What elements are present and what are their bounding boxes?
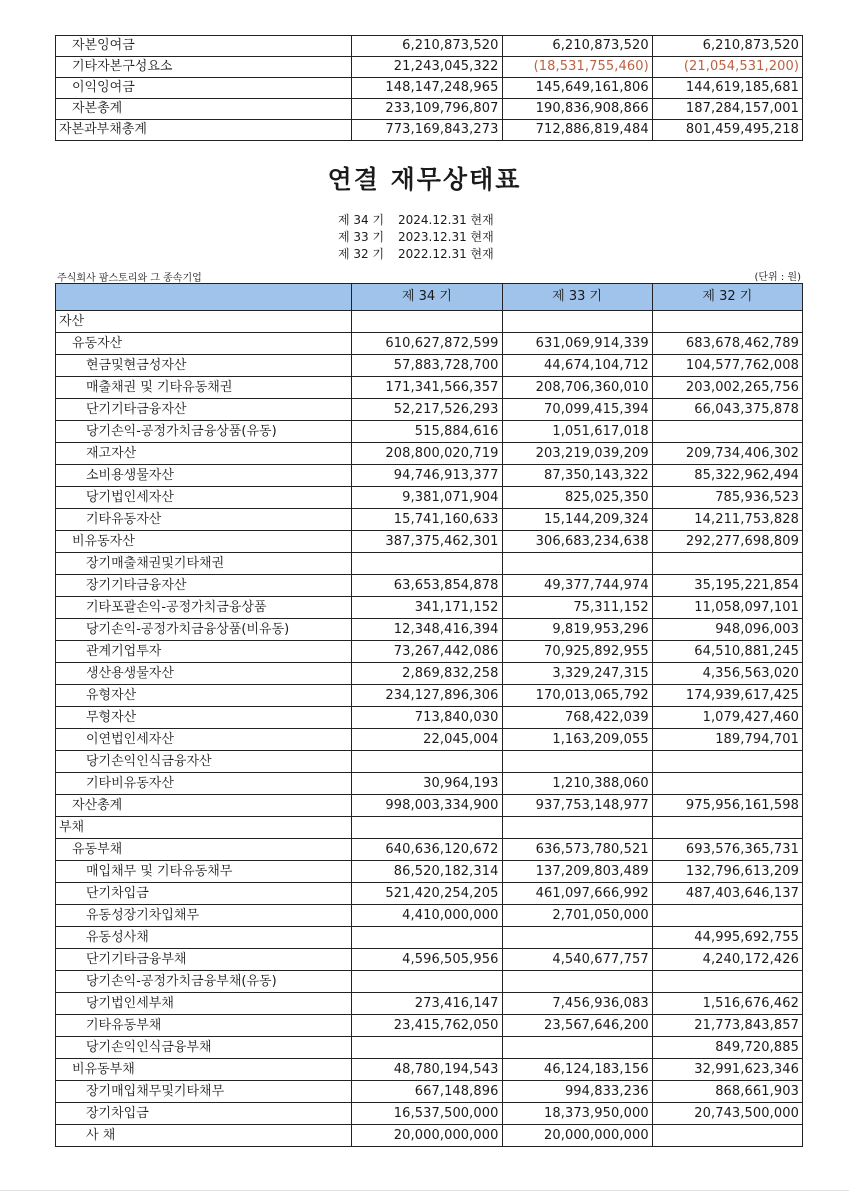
- row-label: 당기법인세부채: [56, 993, 352, 1015]
- value-cell-v33: 1,051,617,018: [502, 421, 652, 443]
- table-row: [56, 817, 803, 839]
- row-label: 자본과부채총계: [56, 120, 352, 141]
- value-cell-v34: 233,109,796,807: [352, 99, 502, 120]
- row-label: 자본총계: [56, 99, 352, 120]
- value-cell-v33: [502, 1037, 652, 1059]
- table-row: [56, 78, 803, 99]
- header-period-33: 제 33 기: [502, 284, 652, 311]
- value-cell-v34: 6,210,873,520: [352, 36, 502, 57]
- value-cell-v33: (18,531,755,460): [502, 57, 652, 78]
- table-row: [56, 311, 803, 333]
- period-row: [338, 212, 494, 229]
- value-cell-v33: 87,350,143,322: [502, 465, 652, 487]
- period-row: [338, 229, 494, 246]
- period-date: 2024.12.31 현재: [398, 213, 494, 227]
- table-row: [56, 57, 803, 78]
- row-label: 유동자산: [56, 333, 352, 355]
- value-cell-v34: [352, 817, 502, 839]
- value-cell-v34: 48,780,194,543: [352, 1059, 502, 1081]
- table-row: [56, 729, 803, 751]
- row-label: 유동성장기차입채무: [56, 905, 352, 927]
- row-label: 장기매입채무및기타채무: [56, 1081, 352, 1103]
- value-cell-v32: 132,796,613,209: [652, 861, 802, 883]
- value-cell-v34: 667,148,896: [352, 1081, 502, 1103]
- row-label: 당기손익인식금융부채: [56, 1037, 352, 1059]
- period-list: [338, 212, 494, 263]
- table-row: [56, 99, 803, 120]
- value-cell-v33: [502, 751, 652, 773]
- value-cell-v32: [652, 773, 802, 795]
- value-cell-v34: 86,520,182,314: [352, 861, 502, 883]
- value-cell-v33: [502, 971, 652, 993]
- value-cell-v34: 610,627,872,599: [352, 333, 502, 355]
- table-row: [56, 905, 803, 927]
- table-row: [56, 1125, 803, 1147]
- value-cell-v32: 64,510,881,245: [652, 641, 802, 663]
- value-cell-v32: 66,043,375,878: [652, 399, 802, 421]
- row-label: 자본잉여금: [56, 36, 352, 57]
- value-cell-v32: 1,516,676,462: [652, 993, 802, 1015]
- value-cell-v32: 209,734,406,302: [652, 443, 802, 465]
- unit-label: (단위 : 원): [754, 272, 801, 283]
- table-row: [56, 1037, 803, 1059]
- value-cell-v33: 825,025,350: [502, 487, 652, 509]
- value-cell-v33: 15,144,209,324: [502, 509, 652, 531]
- value-cell-v33: 712,886,819,484: [502, 120, 652, 141]
- value-cell-v34: [352, 971, 502, 993]
- table-row: [56, 421, 803, 443]
- value-cell-v34: 773,169,843,273: [352, 120, 502, 141]
- table-row: [56, 377, 803, 399]
- value-cell-v34: 998,003,334,900: [352, 795, 502, 817]
- value-cell-v34: 30,964,193: [352, 773, 502, 795]
- value-cell-v33: 137,209,803,489: [502, 861, 652, 883]
- value-cell-v33: 20,000,000,000: [502, 1125, 652, 1147]
- value-cell-v32: 785,936,523: [652, 487, 802, 509]
- value-cell-v32: 4,356,563,020: [652, 663, 802, 685]
- row-label: 당기손익-공정가치금융부채(유동): [56, 971, 352, 993]
- value-cell-v34: 16,537,500,000: [352, 1103, 502, 1125]
- value-cell-v32: 144,619,185,681: [652, 78, 802, 99]
- value-cell-v32: 948,096,003: [652, 619, 802, 641]
- table-row: [56, 465, 803, 487]
- value-cell-v33: 70,925,892,955: [502, 641, 652, 663]
- value-cell-v34: 22,045,004: [352, 729, 502, 751]
- value-cell-v32: [652, 421, 802, 443]
- value-cell-v34: 521,420,254,205: [352, 883, 502, 905]
- row-label: 기타포괄손익-공정가치금융상품: [56, 597, 352, 619]
- period-label: 제 32 기: [338, 247, 385, 261]
- table-header-row: [56, 284, 803, 311]
- period-row: [338, 246, 494, 263]
- value-cell-v33: 9,819,953,296: [502, 619, 652, 641]
- row-label: 매출채권 및 기타유동채권: [56, 377, 352, 399]
- value-cell-v34: 234,127,896,306: [352, 685, 502, 707]
- value-cell-v33: 75,311,152: [502, 597, 652, 619]
- value-cell-v33: 44,674,104,712: [502, 355, 652, 377]
- value-cell-v33: 145,649,161,806: [502, 78, 652, 99]
- value-cell-v34: 515,884,616: [352, 421, 502, 443]
- row-label: 부채: [56, 817, 352, 839]
- value-cell-v34: 63,653,854,878: [352, 575, 502, 597]
- table-row: [56, 443, 803, 465]
- value-cell-v32: 187,284,157,001: [652, 99, 802, 120]
- table-row: [56, 509, 803, 531]
- value-cell-v34: 148,147,248,965: [352, 78, 502, 99]
- value-cell-v34: 23,415,762,050: [352, 1015, 502, 1037]
- balance-sheet-table: [55, 283, 803, 1147]
- value-cell-v32: 4,240,172,426: [652, 949, 802, 971]
- page-bottom-divider: [0, 1190, 849, 1191]
- value-cell-v32: 44,995,692,755: [652, 927, 802, 949]
- value-cell-v34: [352, 1037, 502, 1059]
- value-cell-v33: 49,377,744,974: [502, 575, 652, 597]
- value-cell-v33: [502, 817, 652, 839]
- row-label: 단기차입금: [56, 883, 352, 905]
- value-cell-v34: 94,746,913,377: [352, 465, 502, 487]
- value-cell-v33: 461,097,666,992: [502, 883, 652, 905]
- table-row: [56, 1103, 803, 1125]
- value-cell-v33: 2,701,050,000: [502, 905, 652, 927]
- value-cell-v34: [352, 927, 502, 949]
- value-cell-v34: [352, 553, 502, 575]
- header-blank-cell: [56, 284, 352, 311]
- value-cell-v34: 640,636,120,672: [352, 839, 502, 861]
- value-cell-v32: [652, 751, 802, 773]
- company-name: 주식회사 팜스토리와 그 종속기업: [57, 273, 202, 284]
- table-row: [56, 355, 803, 377]
- row-label: 유동부채: [56, 839, 352, 861]
- value-cell-v32: 868,661,903: [652, 1081, 802, 1103]
- value-cell-v33: 203,219,039,209: [502, 443, 652, 465]
- value-cell-v33: 631,069,914,339: [502, 333, 652, 355]
- row-label: 단기기타금융자산: [56, 399, 352, 421]
- value-cell-v34: 713,840,030: [352, 707, 502, 729]
- value-cell-v32: 11,058,097,101: [652, 597, 802, 619]
- table-row: [56, 1081, 803, 1103]
- value-cell-v32: [652, 1125, 802, 1147]
- row-label: 소비용생물자산: [56, 465, 352, 487]
- table-row: [56, 553, 803, 575]
- value-cell-v32: [652, 971, 802, 993]
- value-cell-v33: 23,567,646,200: [502, 1015, 652, 1037]
- value-cell-v34: 208,800,020,719: [352, 443, 502, 465]
- row-label: 장기차입금: [56, 1103, 352, 1125]
- row-label: 당기손익-공정가치금융상품(유동): [56, 421, 352, 443]
- value-cell-v34: 171,341,566,357: [352, 377, 502, 399]
- row-label: 재고자산: [56, 443, 352, 465]
- table-row: [56, 641, 803, 663]
- value-cell-v32: [652, 553, 802, 575]
- row-label: 이연법인세자산: [56, 729, 352, 751]
- table-row: [56, 927, 803, 949]
- value-cell-v32: [652, 905, 802, 927]
- value-cell-v34: 4,410,000,000: [352, 905, 502, 927]
- table-row: [56, 399, 803, 421]
- value-cell-v32: [652, 817, 802, 839]
- value-cell-v32: 14,211,753,828: [652, 509, 802, 531]
- row-label: 매입채무 및 기타유동채무: [56, 861, 352, 883]
- row-label: 기타유동부채: [56, 1015, 352, 1037]
- value-cell-v34: 273,416,147: [352, 993, 502, 1015]
- row-label: 비유동자산: [56, 531, 352, 553]
- value-cell-v34: 15,741,160,633: [352, 509, 502, 531]
- row-label: 당기손익인식금융자산: [56, 751, 352, 773]
- row-label: 기타비유동자산: [56, 773, 352, 795]
- value-cell-v34: 2,869,832,258: [352, 663, 502, 685]
- value-cell-v33: 306,683,234,638: [502, 531, 652, 553]
- value-cell-v33: 1,210,388,060: [502, 773, 652, 795]
- page-title: 연결 재무상태표: [327, 165, 522, 194]
- table-row: [56, 685, 803, 707]
- row-label: 자산: [56, 311, 352, 333]
- value-cell-v34: [352, 311, 502, 333]
- period-label: 제 33 기: [338, 230, 385, 244]
- value-cell-v32: 683,678,462,789: [652, 333, 802, 355]
- value-cell-v34: 4,596,505,956: [352, 949, 502, 971]
- value-cell-v32: 104,577,762,008: [652, 355, 802, 377]
- row-label: 비유동부채: [56, 1059, 352, 1081]
- table-row: [56, 120, 803, 141]
- period-date: 2022.12.31 현재: [398, 247, 494, 261]
- value-cell-v34: 73,267,442,086: [352, 641, 502, 663]
- value-cell-v33: 70,099,415,394: [502, 399, 652, 421]
- table-row: [56, 795, 803, 817]
- header-period-34: 제 34 기: [352, 284, 502, 311]
- value-cell-v32: 975,956,161,598: [652, 795, 802, 817]
- value-cell-v33: 170,013,065,792: [502, 685, 652, 707]
- value-cell-v32: 189,794,701: [652, 729, 802, 751]
- value-cell-v32: 203,002,265,756: [652, 377, 802, 399]
- table-row: [56, 487, 803, 509]
- row-label: 기타자본구성요소: [56, 57, 352, 78]
- table-row: [56, 707, 803, 729]
- row-label: 무형자산: [56, 707, 352, 729]
- value-cell-v32: 32,991,623,346: [652, 1059, 802, 1081]
- value-cell-v32: 6,210,873,520: [652, 36, 802, 57]
- table-row: [56, 619, 803, 641]
- value-cell-v34: 20,000,000,000: [352, 1125, 502, 1147]
- row-label: 유형자산: [56, 685, 352, 707]
- value-cell-v32: 85,322,962,494: [652, 465, 802, 487]
- row-label: 당기법인세자산: [56, 487, 352, 509]
- value-cell-v33: 7,456,936,083: [502, 993, 652, 1015]
- value-cell-v33: 208,706,360,010: [502, 377, 652, 399]
- value-cell-v33: 46,124,183,156: [502, 1059, 652, 1081]
- value-cell-v34: 387,375,462,301: [352, 531, 502, 553]
- table-row: [56, 971, 803, 993]
- value-cell-v34: [352, 751, 502, 773]
- row-label: 기타유동자산: [56, 509, 352, 531]
- value-cell-v32: 174,939,617,425: [652, 685, 802, 707]
- value-cell-v32: 693,576,365,731: [652, 839, 802, 861]
- value-cell-v32: 35,195,221,854: [652, 575, 802, 597]
- row-label: 단기기타금융부채: [56, 949, 352, 971]
- value-cell-v34: 21,243,045,322: [352, 57, 502, 78]
- value-cell-v34: 341,171,152: [352, 597, 502, 619]
- table-row: [56, 883, 803, 905]
- table-row: [56, 36, 803, 57]
- value-cell-v32: 487,403,646,137: [652, 883, 802, 905]
- value-cell-v34: 9,381,071,904: [352, 487, 502, 509]
- value-cell-v32: [652, 311, 802, 333]
- row-label: 생산용생물자산: [56, 663, 352, 685]
- row-label: 장기매출채권및기타채권: [56, 553, 352, 575]
- value-cell-v33: 4,540,677,757: [502, 949, 652, 971]
- value-cell-v33: [502, 553, 652, 575]
- value-cell-v33: 994,833,236: [502, 1081, 652, 1103]
- value-cell-v33: [502, 311, 652, 333]
- row-label: 현금및현금성자산: [56, 355, 352, 377]
- value-cell-v33: 18,373,950,000: [502, 1103, 652, 1125]
- value-cell-v33: 190,836,908,866: [502, 99, 652, 120]
- table-row: [56, 751, 803, 773]
- value-cell-v33: 1,163,209,055: [502, 729, 652, 751]
- header-period-32: 제 32 기: [652, 284, 802, 311]
- table-row: [56, 663, 803, 685]
- value-cell-v33: 6,210,873,520: [502, 36, 652, 57]
- row-label: 자산총계: [56, 795, 352, 817]
- row-label: 관계기업투자: [56, 641, 352, 663]
- table-row: [56, 531, 803, 553]
- value-cell-v33: 636,573,780,521: [502, 839, 652, 861]
- table-row: [56, 1059, 803, 1081]
- value-cell-v32: 20,743,500,000: [652, 1103, 802, 1125]
- value-cell-v34: 12,348,416,394: [352, 619, 502, 641]
- value-cell-v33: 768,422,039: [502, 707, 652, 729]
- equity-summary-table: [55, 35, 803, 141]
- value-cell-v34: 52,217,526,293: [352, 399, 502, 421]
- value-cell-v32: 21,773,843,857: [652, 1015, 802, 1037]
- table-row: [56, 1015, 803, 1037]
- table-row: [56, 333, 803, 355]
- table-row: [56, 993, 803, 1015]
- row-label: 장기기타금융자산: [56, 575, 352, 597]
- table-row: [56, 773, 803, 795]
- row-label: 당기손익-공정가치금융상품(비유동): [56, 619, 352, 641]
- row-label: 사 채: [56, 1125, 352, 1147]
- value-cell-v32: 292,277,698,809: [652, 531, 802, 553]
- value-cell-v32: 1,079,427,460: [652, 707, 802, 729]
- table-row: [56, 839, 803, 861]
- value-cell-v32: (21,054,531,200): [652, 57, 802, 78]
- period-date: 2023.12.31 현재: [398, 230, 494, 244]
- value-cell-v32: 849,720,885: [652, 1037, 802, 1059]
- value-cell-v34: 57,883,728,700: [352, 355, 502, 377]
- row-label: 유동성사채: [56, 927, 352, 949]
- value-cell-v33: [502, 927, 652, 949]
- value-cell-v33: 3,329,247,315: [502, 663, 652, 685]
- row-label: 이익잉여금: [56, 78, 352, 99]
- table-row: [56, 861, 803, 883]
- table-row: [56, 949, 803, 971]
- value-cell-v33: 937,753,148,977: [502, 795, 652, 817]
- table-row: [56, 597, 803, 619]
- period-label: 제 34 기: [338, 213, 385, 227]
- value-cell-v32: 801,459,495,218: [652, 120, 802, 141]
- table-row: [56, 575, 803, 597]
